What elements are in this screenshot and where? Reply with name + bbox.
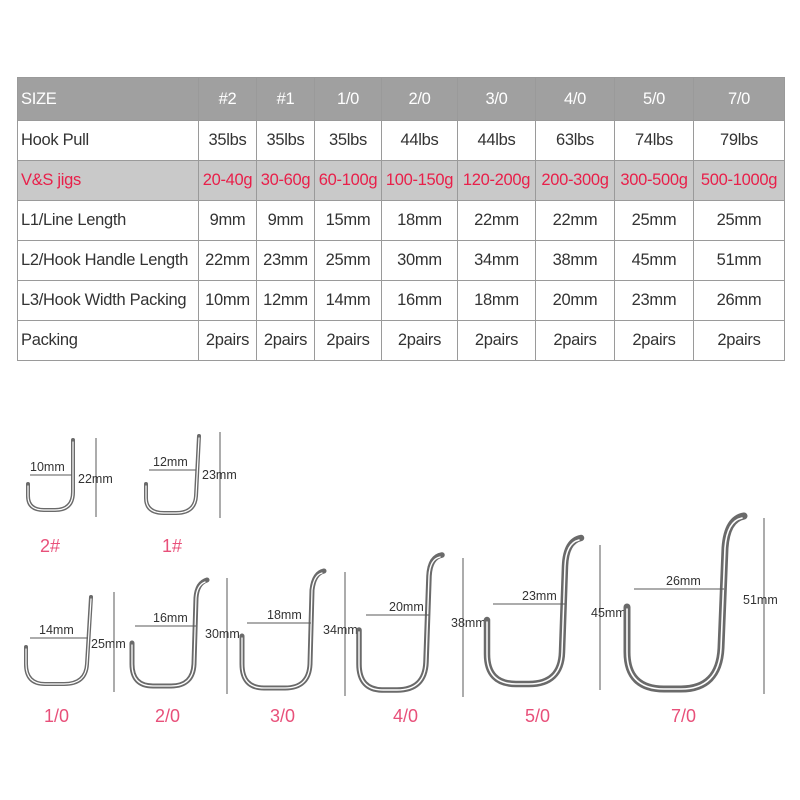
- length-label: 51mm: [743, 593, 778, 607]
- hook-highlight: [28, 442, 73, 510]
- length-label: 38mm: [451, 616, 486, 630]
- table-cell: 51mm: [694, 241, 785, 281]
- hook-size-label: 2/0: [155, 706, 181, 726]
- table-cell: 60-100g: [315, 161, 382, 201]
- table-header-label: SIZE: [18, 78, 199, 121]
- length-label: 34mm: [323, 623, 358, 637]
- row-label: L2/Hook Handle Length: [18, 241, 199, 281]
- table-header-cell: 5/0: [615, 78, 694, 121]
- width-label: 26mm: [666, 574, 701, 588]
- hook-size-label: 7/0: [671, 706, 697, 726]
- hook-size-label: 5/0: [525, 706, 551, 726]
- row-label: L1/Line Length: [18, 201, 199, 241]
- hook-size-label: 3/0: [270, 706, 296, 726]
- table-cell: 22mm: [458, 201, 536, 241]
- table-cell: 18mm: [382, 201, 458, 241]
- width-label: 10mm: [30, 460, 65, 474]
- width-label: 12mm: [153, 455, 188, 469]
- table-header-cell: 3/0: [458, 78, 536, 121]
- table-cell: 45mm: [615, 241, 694, 281]
- hook-figure-5-0: [487, 538, 626, 726]
- table-cell: 44lbs: [382, 121, 458, 161]
- hook-figure-4-0: [359, 555, 486, 726]
- table-cell: 25mm: [694, 201, 785, 241]
- row-label: V&S jigs: [18, 161, 199, 201]
- table-header-cell: 4/0: [536, 78, 615, 121]
- table-cell: 120-200g: [458, 161, 536, 201]
- width-label: 20mm: [389, 600, 424, 614]
- table-cell: 2pairs: [257, 321, 315, 361]
- table-cell: 23mm: [615, 281, 694, 321]
- hook-figure-7-0: [627, 516, 778, 726]
- table-cell: 2pairs: [315, 321, 382, 361]
- table-cell: 34mm: [458, 241, 536, 281]
- table-cell: 74lbs: [615, 121, 694, 161]
- table-cell: 30mm: [382, 241, 458, 281]
- table-cell: 10mm: [199, 281, 257, 321]
- table-cell: 22mm: [199, 241, 257, 281]
- table-cell: 26mm: [694, 281, 785, 321]
- length-label: 45mm: [591, 606, 626, 620]
- hook-highlight: [26, 599, 91, 684]
- hook-size-label: 2#: [40, 536, 61, 556]
- table-cell: 23mm: [257, 241, 315, 281]
- hook-figure-3-0: [242, 571, 358, 726]
- table-cell: 35lbs: [315, 121, 382, 161]
- length-label: 22mm: [78, 472, 113, 486]
- table-cell: 44lbs: [458, 121, 536, 161]
- hook-figure-1-0: [26, 592, 126, 726]
- table-cell: 14mm: [315, 281, 382, 321]
- table-cell: 63lbs: [536, 121, 615, 161]
- width-label: 16mm: [153, 611, 188, 625]
- hook-highlight: [146, 438, 199, 513]
- hook-size-label: 4/0: [393, 706, 419, 726]
- hook-icon: [146, 436, 199, 513]
- table-cell: 500-1000g: [694, 161, 785, 201]
- table-header-cell: 7/0: [694, 78, 785, 121]
- table-cell: 2pairs: [536, 321, 615, 361]
- table-cell: 30-60g: [257, 161, 315, 201]
- width-label: 14mm: [39, 623, 74, 637]
- table-cell: 2pairs: [458, 321, 536, 361]
- hook-figure-2-0: [132, 578, 240, 726]
- hook-size-label: 1#: [162, 536, 183, 556]
- hook-figure-1: [146, 432, 237, 556]
- table-cell: 25mm: [615, 201, 694, 241]
- table-cell: 20mm: [536, 281, 615, 321]
- table-cell: 200-300g: [536, 161, 615, 201]
- table-cell: 35lbs: [257, 121, 315, 161]
- table-cell: 20-40g: [199, 161, 257, 201]
- row-label: L3/Hook Width Packing: [18, 281, 199, 321]
- width-label: 23mm: [522, 589, 557, 603]
- table-cell: 38mm: [536, 241, 615, 281]
- table-header-cell: 2/0: [382, 78, 458, 121]
- length-label: 25mm: [91, 637, 126, 651]
- table-cell: 79lbs: [694, 121, 785, 161]
- table-cell: 16mm: [382, 281, 458, 321]
- table-cell: 2pairs: [199, 321, 257, 361]
- table-cell: 2pairs: [694, 321, 785, 361]
- table-header-cell: #1: [257, 78, 315, 121]
- table-cell: 15mm: [315, 201, 382, 241]
- table-header-cell: #2: [199, 78, 257, 121]
- table-cell: 9mm: [199, 201, 257, 241]
- width-label: 18mm: [267, 608, 302, 622]
- row-label: Packing: [18, 321, 199, 361]
- table-cell: 35lbs: [199, 121, 257, 161]
- table-header-cell: 1/0: [315, 78, 382, 121]
- row-label: Hook Pull: [18, 121, 199, 161]
- hook-icon: [26, 597, 91, 684]
- table-cell: 18mm: [458, 281, 536, 321]
- length-label: 23mm: [202, 468, 237, 482]
- table-cell: 22mm: [536, 201, 615, 241]
- table-cell: 2pairs: [615, 321, 694, 361]
- table-cell: 2pairs: [382, 321, 458, 361]
- hook-figure-2: [28, 438, 113, 556]
- table-cell: 12mm: [257, 281, 315, 321]
- table-cell: 100-150g: [382, 161, 458, 201]
- hook-size-label: 1/0: [44, 706, 70, 726]
- length-label: 30mm: [205, 627, 240, 641]
- table-cell: 25mm: [315, 241, 382, 281]
- hook-icon: [487, 538, 581, 684]
- table-cell: 9mm: [257, 201, 315, 241]
- table-cell: 300-500g: [615, 161, 694, 201]
